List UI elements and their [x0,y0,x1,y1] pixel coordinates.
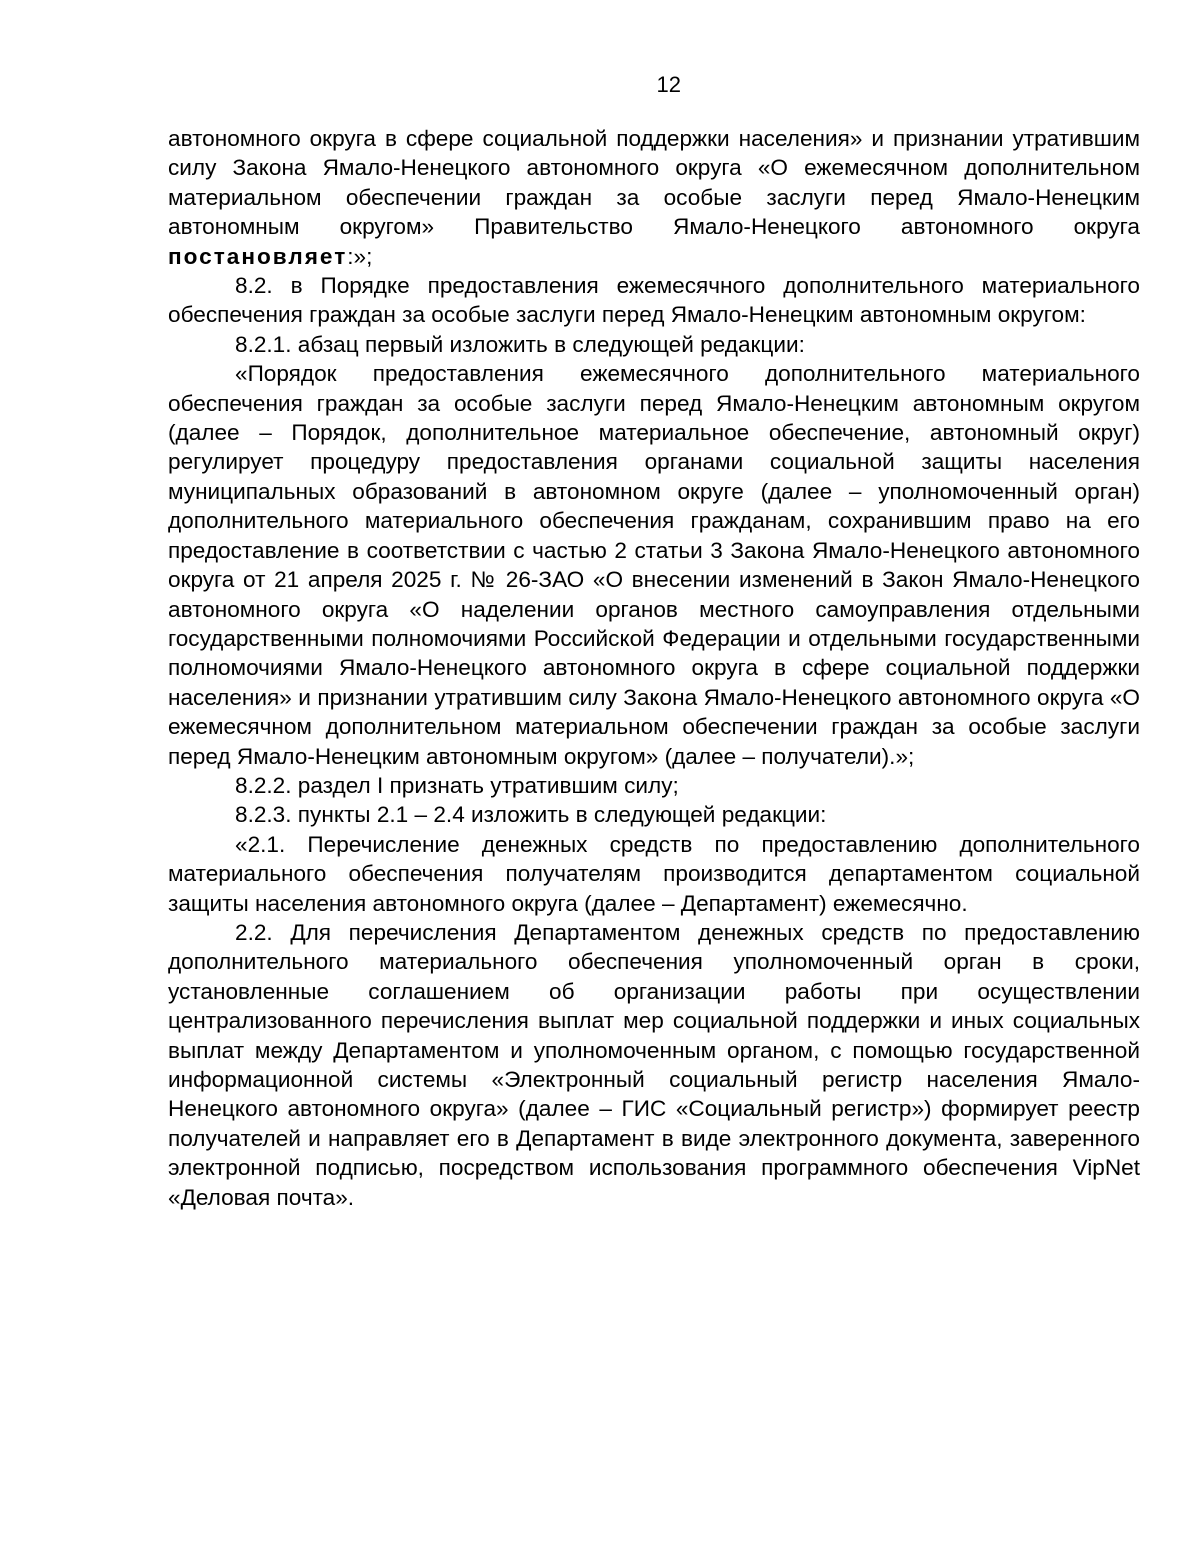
paragraph-continuation: автономного округа в сфере социальной поддержки населения» и признании утратившим силу Закона Ямало-Ненецкого автономного округа «О ежемесячном дополнительном материальном обеспечении граждан за особые заслуги перед Ямало-Ненецким автономным округом» Правительство Ямало-Ненецкого автономного округа постановляет:»; [168,126,1140,269]
paragraph-quoted-order: «Порядок предоставления ежемесячного дополнительного материального обеспечения граждан за особые заслуги перед Ямало-Ненецким автономным округом (далее – Порядок, дополнительное материальное обеспечение, автономный округ) регулирует процедуру предоставления органами социальной защиты населения муниципальных образований в автономном округе (далее – уполномоченный орган) дополнительного материального обеспечения гражданам, сохранившим право на его предоставление в соответствии с частью 2 статьи 3 Закона Ямало-Ненецкого автономного округа от 21 апреля 2025 г. № 26-ЗАО «О внесении изменений в Закон Ямало-Ненецкого автономного округа «О наделении органов местного самоуправления отдельными государственными полномочиями Российской Федерации и отдельными государственными полномочиями Ямало-Ненецкого автономного округа в сфере социальной поддержки населения» и признании утратившим силу Закона Ямало-Ненецкого автономного округа «О ежемесячном дополнительном материальном обеспечении граждан за особые заслуги перед Ямало-Ненецким автономным округом» (далее – получатели).»; [168,361,1140,769]
paragraph-2-1: «2.1. Перечисление денежных средств по предоставлению дополнительного материального обеспечения получателям производится департаментом социальной защиты населения автономного округа (далее – Департамент) ежемесячно. [168,831,1140,916]
paragraph-8-2-2: 8.2.2. раздел I признать утратившим силу; [235,772,679,798]
document-body [168,124,1140,1212]
page-number: 12 [656,72,681,97]
paragraph-2-2: 2.2. Для перечисления Департаментом денежных средств по предоставлению дополнительного материального обеспечения уполномоченный орган в сроки, установленные соглашением об организации работы при осуществлении централизованного перечисления выплат мер социальной поддержки и иных социальных выплат между Департаментом и уполномоченным органом, с помощью государственной информационной системы «Электронный социальный регистр населения Ямало-Ненецкого автономного округа» (далее – ГИС «Социальный регистр») формирует реестр получателей и направляет его в Департамент в виде электронного документа, заверенного электронной подписью, посредством использования программного обеспечения VipNet «Деловая почта». [168,919,1140,1210]
paragraph-8-2-3: 8.2.3. пункты 2.1 – 2.4 изложить в следующей редакции: [235,802,827,828]
emphasis-word: постановляет [168,243,348,269]
paragraph-8-2-1: 8.2.1. абзац первый изложить в следующей редакции: [235,331,805,357]
paragraph-8-2: 8.2. в Порядке предоставления ежемесячного дополнительного материального обеспечения граждан за особые заслуги перед Ямало-Ненецким автономным округом: [168,273,1140,328]
